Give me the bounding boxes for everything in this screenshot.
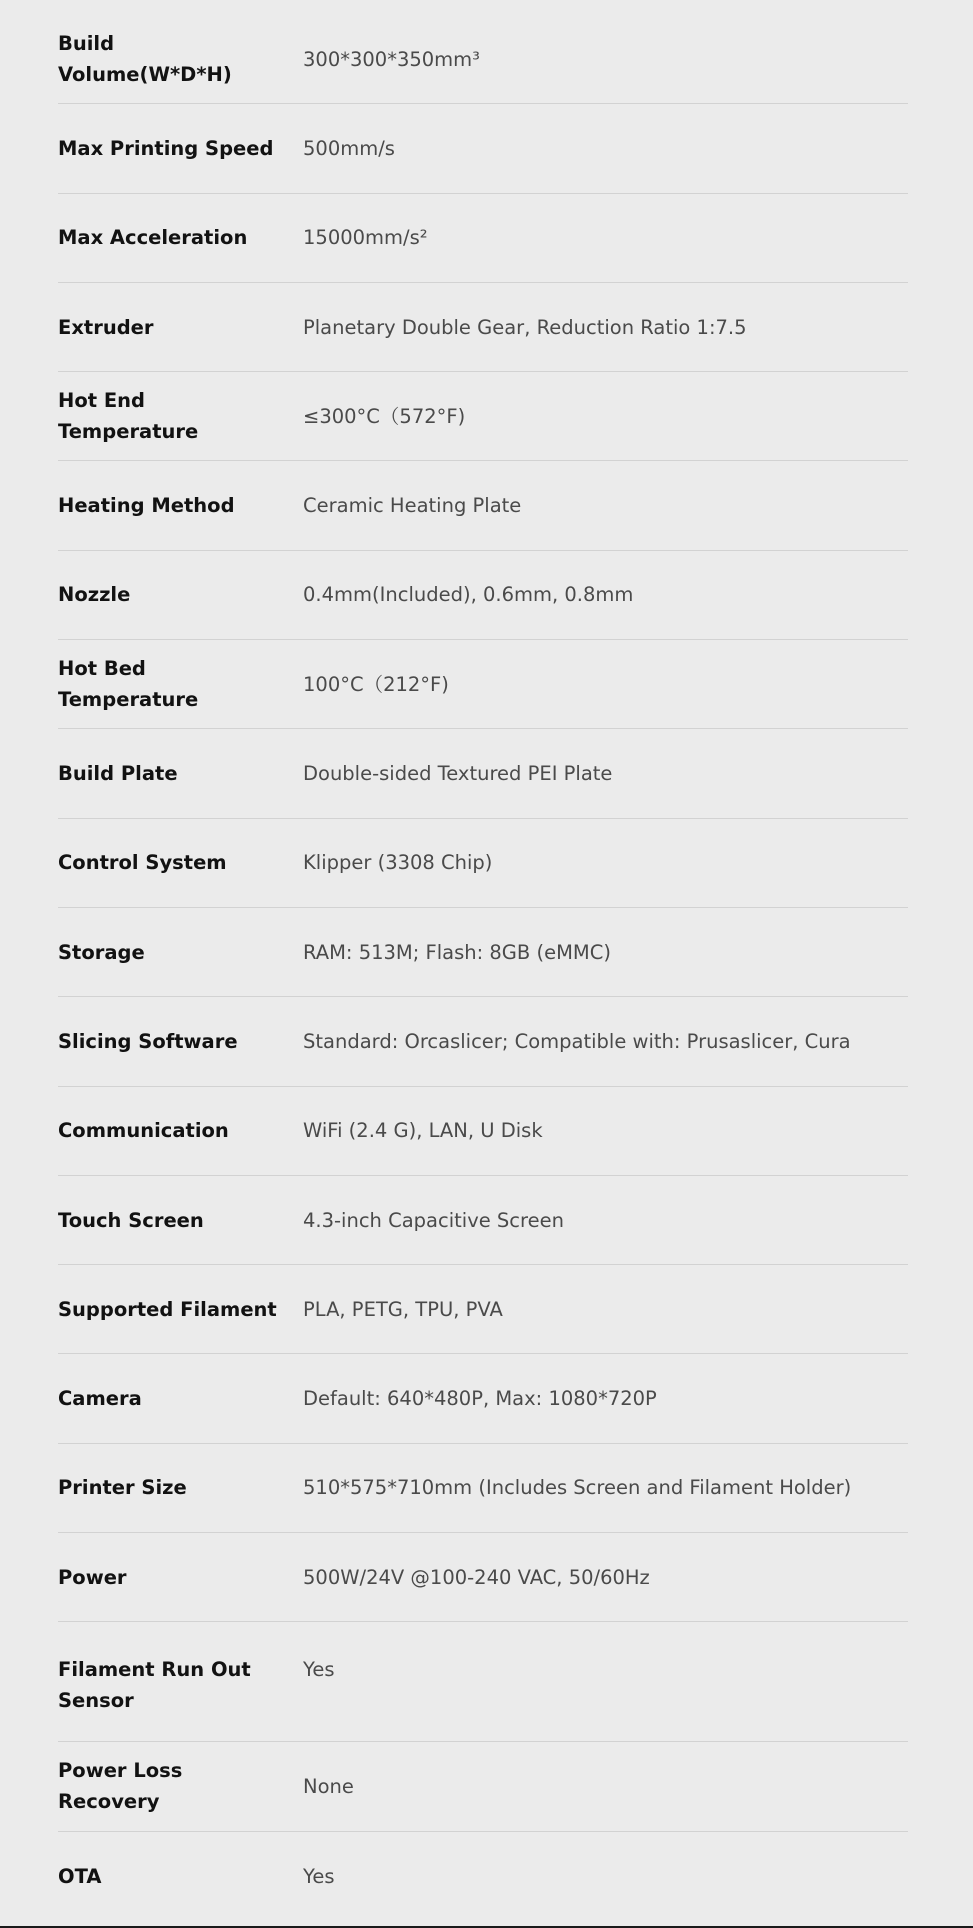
spec-label: Power [58, 1565, 127, 1589]
spec-value: ≤300°C（572°F) [303, 404, 466, 428]
spec-label: Supported Filament [58, 1297, 277, 1321]
spec-row-hot-bed-temperature [58, 640, 908, 729]
spec-row-storage [58, 908, 908, 997]
spec-row-power-loss-recovery [58, 1742, 908, 1831]
spec-label: Filament Run Out Sensor [58, 1658, 251, 1713]
spec-value: Double-sided Textured PEI Plate [303, 762, 613, 786]
spec-label: Control System [58, 851, 227, 875]
spec-value: 15000mm/s² [303, 226, 428, 250]
spec-row-power [58, 1533, 908, 1622]
spec-row-max-acceleration [58, 194, 908, 283]
spec-label: Slicing Software [58, 1029, 238, 1053]
spec-value: 500W/24V @100-240 VAC, 50/60Hz [303, 1565, 650, 1589]
spec-label: Max Acceleration [58, 226, 248, 250]
spec-label: Camera [58, 1387, 142, 1411]
spec-label: Nozzle [58, 583, 131, 607]
spec-value: Planetary Double Gear, Reduction Ratio 1:7.5 [303, 315, 747, 339]
spec-row-hot-end-temperature [58, 372, 908, 461]
spec-row-printer-size [58, 1444, 908, 1533]
spec-label: Touch Screen [58, 1208, 204, 1232]
spec-value: 0.4mm(Included), 0.6mm, 0.8mm [303, 583, 634, 607]
spec-value: RAM: 513M; Flash: 8GB (eMMC) [303, 940, 611, 964]
spec-value: None [303, 1774, 354, 1798]
spec-label: Max Printing Speed [58, 136, 274, 160]
spec-row-filament-run-out-sensor [58, 1622, 908, 1742]
spec-value: Default: 640*480P, Max: 1080*720P [303, 1387, 657, 1411]
spec-value: WiFi (2.4 G), LAN, U Disk [303, 1119, 543, 1143]
spec-row-heating-method [58, 461, 908, 550]
spec-row-build-volume [58, 15, 908, 104]
spec-label: Printer Size [58, 1476, 187, 1500]
spec-value: Yes [303, 1658, 335, 1682]
spec-value: 500mm/s [303, 136, 395, 160]
spec-label: Extruder [58, 315, 154, 339]
spec-label: OTA [58, 1864, 102, 1888]
spec-value: Klipper (3308 Chip) [303, 851, 493, 875]
spec-row-camera [58, 1354, 908, 1443]
spec-value: Yes [303, 1864, 335, 1888]
spec-label: Heating Method [58, 494, 235, 518]
spec-value: 510*575*710mm (Includes Screen and Filament Holder) [303, 1476, 852, 1500]
spec-row-nozzle [58, 551, 908, 640]
spec-value: 100°C（212°F) [303, 672, 449, 696]
spec-row-touch-screen [58, 1176, 908, 1265]
spec-value: PLA, PETG, TPU, PVA [303, 1297, 503, 1321]
spec-label: Hot End Temperature [58, 389, 199, 444]
spec-value: Standard: Orcaslicer; Compatible with: Prusaslicer, Cura [303, 1029, 851, 1053]
spec-label: Build Volume(W*D*H) [58, 32, 232, 87]
spec-row-max-printing-speed [58, 104, 908, 193]
spec-row-control-system [58, 819, 908, 908]
spec-row-communication [58, 1087, 908, 1176]
spec-table [58, 15, 908, 1921]
spec-value: Ceramic Heating Plate [303, 494, 522, 518]
spec-value: 300*300*350mm³ [303, 47, 480, 71]
spec-label: Power Loss Recovery [58, 1759, 183, 1814]
spec-label: Communication [58, 1119, 229, 1143]
spec-label: Storage [58, 940, 145, 964]
spec-row-ota [58, 1832, 908, 1921]
spec-row-extruder [58, 283, 908, 372]
spec-label: Build Plate [58, 762, 178, 786]
spec-label: Hot Bed Temperature [58, 657, 199, 712]
spec-row-slicing-software [58, 997, 908, 1086]
spec-row-supported-filament [58, 1265, 908, 1354]
spec-value: 4.3-inch Capacitive Screen [303, 1208, 564, 1232]
spec-row-build-plate [58, 729, 908, 818]
